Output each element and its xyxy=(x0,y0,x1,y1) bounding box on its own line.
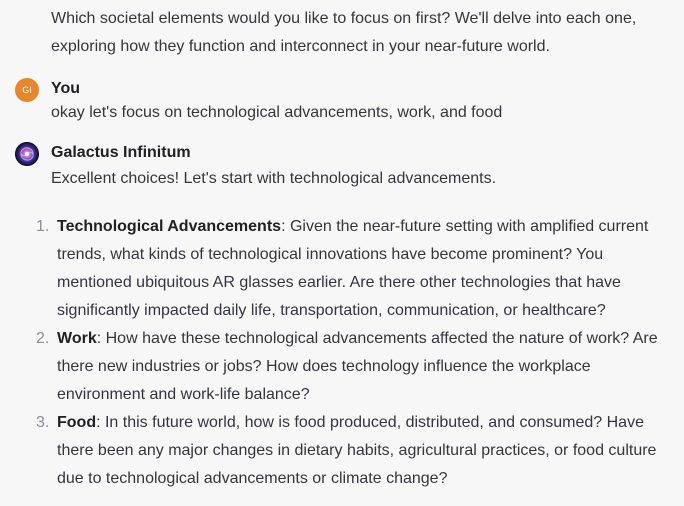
list-item-term: Work xyxy=(57,330,97,347)
list-item-text: : Given the near-future setting with amplified current trends, what kinds of technological innovations have become prominent? You mentioned ubiquitous AR glasses earlier. Are there other technologies that have significantly impacted daily life, transportation, communication, or healthcare? xyxy=(57,218,649,319)
galaxy-avatar-icon xyxy=(15,142,39,166)
user-avatar: GI xyxy=(15,78,39,102)
user-author-name: You xyxy=(51,80,81,97)
bot-author-name: Galactus Infinitum xyxy=(51,144,191,161)
assistant-previous-message: Which societal elements would you like to focus on first? We'll delve into each one, exploring how they function and interconnect in your near-future world. xyxy=(51,10,637,55)
list-item-term: Food xyxy=(57,414,97,431)
list-item xyxy=(0,213,684,325)
list-item xyxy=(0,325,684,409)
list-item-number: 2. xyxy=(36,330,50,347)
list-item-text: : In this future world, how is food produced, distributed, and consumed? Have there been any major changes in dietary habits, agricultural practices, or food culture due to technological advancements or climate change? xyxy=(57,414,657,487)
bot-message-intro: Excellent choices! Let's start with technological advancements. xyxy=(51,170,497,187)
list-item-number: 3. xyxy=(36,414,50,431)
list-item-text: : How have these technological advancements affected the nature of work? Are there new industries or jobs? How does technology influence the workplace environment and work-life balance? xyxy=(57,330,658,403)
user-message-text: okay let's focus on technological advancements, work, and food xyxy=(51,104,503,121)
list-item-term: Technological Advancements xyxy=(57,218,282,235)
list-item xyxy=(0,409,684,493)
focus-areas-list xyxy=(0,213,684,493)
list-item-number: 1. xyxy=(36,218,50,235)
